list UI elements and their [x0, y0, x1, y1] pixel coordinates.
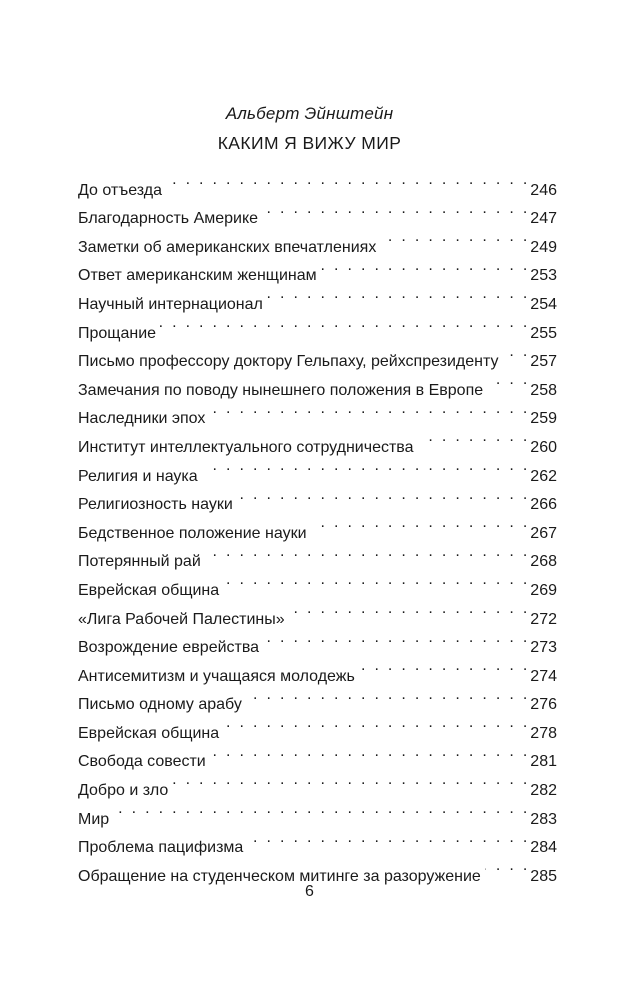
- toc-entry-title: Потерянный рай: [78, 553, 201, 571]
- dot-leader: [160, 309, 527, 338]
- dot-leader: [237, 481, 528, 510]
- toc-entry-title: Обращение на студенческом митинге за разоружение: [78, 867, 481, 885]
- dot-leader: [380, 223, 527, 252]
- dot-leader: [359, 652, 527, 681]
- toc-entry-title: До отъезда: [78, 181, 162, 199]
- toc-entry-title: Научный интернационал: [78, 295, 263, 313]
- toc-entry-title: Прощание: [78, 324, 157, 342]
- toc-entry-title: Наследники эпох: [78, 410, 206, 428]
- toc-entry-title: Еврейская община: [78, 724, 220, 742]
- toc-entry-page: 268: [530, 553, 557, 571]
- dot-leader: [210, 738, 528, 767]
- dot-leader: [202, 452, 528, 481]
- dot-leader: [209, 395, 527, 424]
- dot-leader: [113, 795, 527, 824]
- dot-leader: [166, 166, 527, 195]
- toc-entry-title: Заметки об американских впечатлениях: [78, 238, 377, 256]
- toc-entry-page: 282: [530, 782, 557, 800]
- dot-leader: [247, 824, 527, 853]
- toc-entry-page: 278: [530, 724, 557, 742]
- toc-entry-title: Благодарность Америке: [78, 210, 259, 228]
- toc-entry-title: Свобода совести: [78, 753, 206, 771]
- toc-entry-page: 253: [530, 267, 557, 285]
- dot-leader: [418, 423, 528, 452]
- page-number: 6: [305, 883, 314, 900]
- toc-entry-page: 266: [530, 496, 557, 514]
- toc-entry-page: 258: [530, 381, 557, 399]
- dot-leader: [267, 280, 527, 309]
- toc-entry-title: «Лига Рабочей Палестины»: [78, 610, 285, 628]
- toc-entry-page: 246: [530, 181, 557, 199]
- dot-leader: [246, 681, 527, 710]
- toc-entry-title: Замечания по поводу нынешнего положения в Европе: [78, 381, 484, 399]
- toc-entry-title: Возрождение еврейства: [78, 639, 260, 657]
- toc-entry: [78, 166, 557, 199]
- toc-entry-title: Антисемитизм и учащаяся молодежь: [78, 667, 355, 685]
- dot-leader: [503, 338, 528, 367]
- toc-entry-page: 273: [530, 639, 557, 657]
- dot-leader: [311, 509, 528, 538]
- dot-leader: [485, 852, 528, 881]
- toc-entry-page: 269: [530, 581, 557, 599]
- toc-entry-page: 272: [530, 610, 557, 628]
- toc-entry-page: 276: [530, 696, 557, 714]
- dot-leader: [487, 366, 527, 395]
- dot-leader: [262, 195, 527, 224]
- dot-leader: [321, 252, 528, 281]
- table-of-contents: [78, 166, 557, 885]
- toc-entry-page: 257: [530, 353, 557, 371]
- toc-entry-page: 267: [530, 524, 557, 542]
- toc-entry-page: 254: [530, 295, 557, 313]
- dot-leader: [205, 538, 528, 567]
- toc-entry-title: Мир: [78, 810, 110, 828]
- toc-entry-title: Институт интеллектуального сотрудничества: [78, 438, 414, 456]
- toc-entry: [78, 795, 557, 828]
- toc-entry-page: 283: [530, 810, 557, 828]
- toc-entry-title: Религия и наука: [78, 467, 198, 485]
- toc-entry-page: 260: [530, 438, 557, 456]
- toc-entry-page: 255: [530, 324, 557, 342]
- author-name: Альберт Эйнштейн: [225, 104, 394, 123]
- dot-leader: [223, 566, 527, 595]
- toc-entry-title: Письмо одному арабу: [78, 696, 242, 714]
- toc-entry-title: Проблема пацифизма: [78, 839, 244, 857]
- toc-entry-title: Ответ американским женщинам: [78, 267, 317, 285]
- toc-entry-page: 285: [530, 867, 557, 885]
- book-title: КАКИМ Я ВИЖУ МИР: [217, 133, 402, 153]
- toc-entry-page: 284: [530, 839, 557, 857]
- dot-leader: [223, 709, 527, 738]
- toc-entry-title: Бедственное положение науки: [78, 524, 307, 542]
- toc-entry-page: 249: [530, 238, 557, 256]
- dot-leader: [263, 624, 527, 653]
- toc-entry-title: Добро и зло: [78, 782, 169, 800]
- toc-entry-title: Еврейская община: [78, 581, 220, 599]
- dot-leader: [172, 766, 527, 795]
- toc-entry-page: 259: [530, 410, 557, 428]
- toc-entry-title: Религиозность науки: [78, 496, 233, 514]
- toc-entry-page: 262: [530, 467, 557, 485]
- toc-entry-page: 274: [530, 667, 557, 685]
- dot-leader: [289, 595, 528, 624]
- toc-entry-title: Письмо профессору доктору Гельпаху, рейхспрезиденту: [78, 353, 499, 371]
- toc-entry-page: 281: [530, 753, 557, 771]
- toc-entry: [78, 824, 557, 857]
- toc-entry-page: 247: [530, 210, 557, 228]
